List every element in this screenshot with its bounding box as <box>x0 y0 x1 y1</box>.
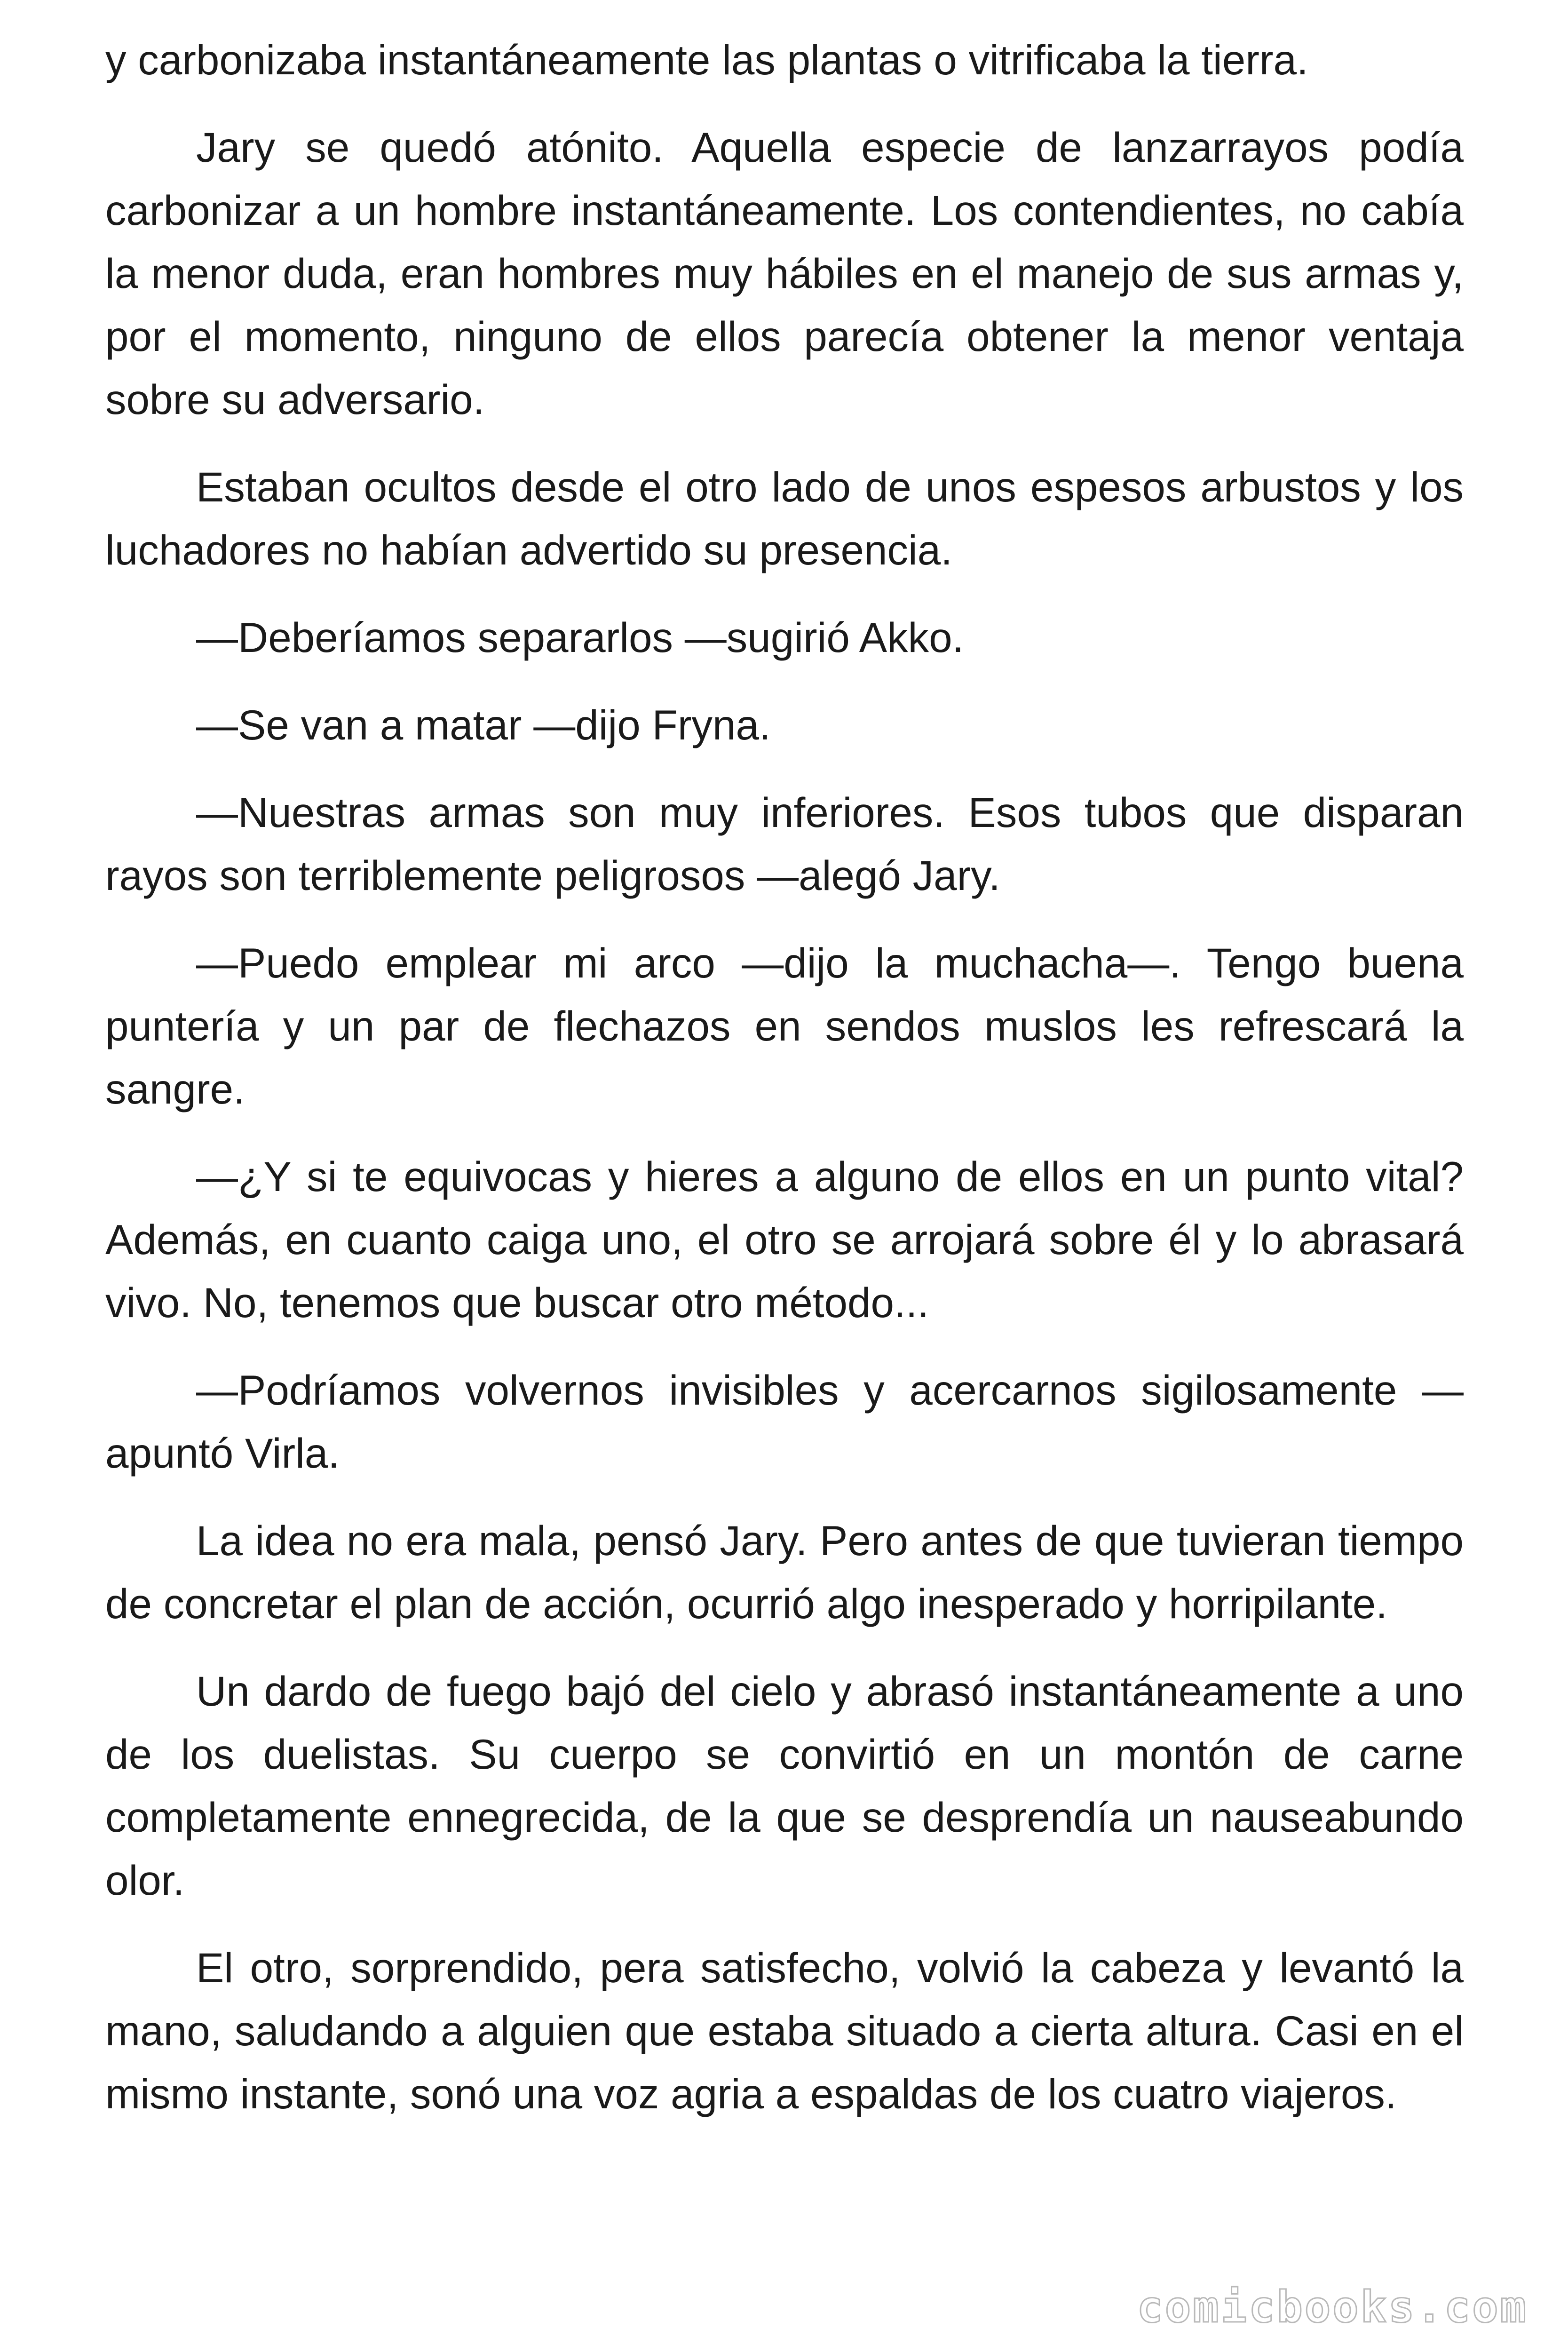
watermark: comicbooks.com <box>1137 2282 1528 2332</box>
paragraph-8: —¿Y si te equivocas y hieres a alguno de ellos en un punto vital? Además, en cuanto caiga uno, el otro se arrojará sobre él y lo abrasará vivo. No, tenemos que buscar otro método... <box>105 1153 1464 1326</box>
paragraph-12: El otro, sorprendido, pera satisfecho, volvió la cabeza y levantó la mano, saludando a alguien que estaba situado a cierta altura. Casi en el mismo instante, sonó una voz agria a espaldas de los cuatro viajeros. <box>105 1944 1464 2117</box>
paragraph-5: —Se van a matar —dijo Fryna. <box>196 701 771 748</box>
paragraph-2: Jary se quedó atónito. Aquella especie de lanzarrayos podía carbonizar a un hombre instantáneamente. Los contendientes, no cabía la menor duda, eran hombres muy hábiles en el manejo de sus armas y, por el momento, ninguno de ellos parecía obtener la menor ventaja sobre su adversario. <box>105 124 1464 423</box>
paragraph-7: —Puedo emplear mi arco —dijo la muchacha—. Tengo buena puntería y un par de flechazos en sendos muslos les refrescará la sangre. <box>105 939 1464 1112</box>
paragraph-9: —Podríamos volvernos invisibles y acercarnos sigilosamente —apuntó Virla. <box>105 1367 1464 1477</box>
paragraph-11: Un dardo de fuego bajó del cielo y abrasó instantáneamente a uno de los duelistas. Su cuerpo se convirtió en un montón de carne completamente ennegrecida, de la que se desprendía un nauseabundo olor. <box>105 1668 1464 1904</box>
paragraph-10: La idea no era mala, pensó Jary. Pero antes de que tuvieran tiempo de concretar el plan de acción, ocurrió algo inesperado y horripilante. <box>105 1517 1464 1627</box>
paragraph-6: —Nuestras armas son muy inferiores. Esos tubos que disparan rayos son terriblemente peligrosos —alegó Jary. <box>105 789 1464 899</box>
paragraph-4: —Deberíamos separarlos —sugirió Akko. <box>196 614 964 661</box>
paragraph-3: Estaban ocultos desde el otro lado de unos espesos arbustos y los luchadores no habían advertido su presencia. <box>105 463 1464 573</box>
book-page <box>105 28 1464 2150</box>
paragraph-1: y carbonizaba instantáneamente las plantas o vitrificaba la tierra. <box>105 36 1308 83</box>
